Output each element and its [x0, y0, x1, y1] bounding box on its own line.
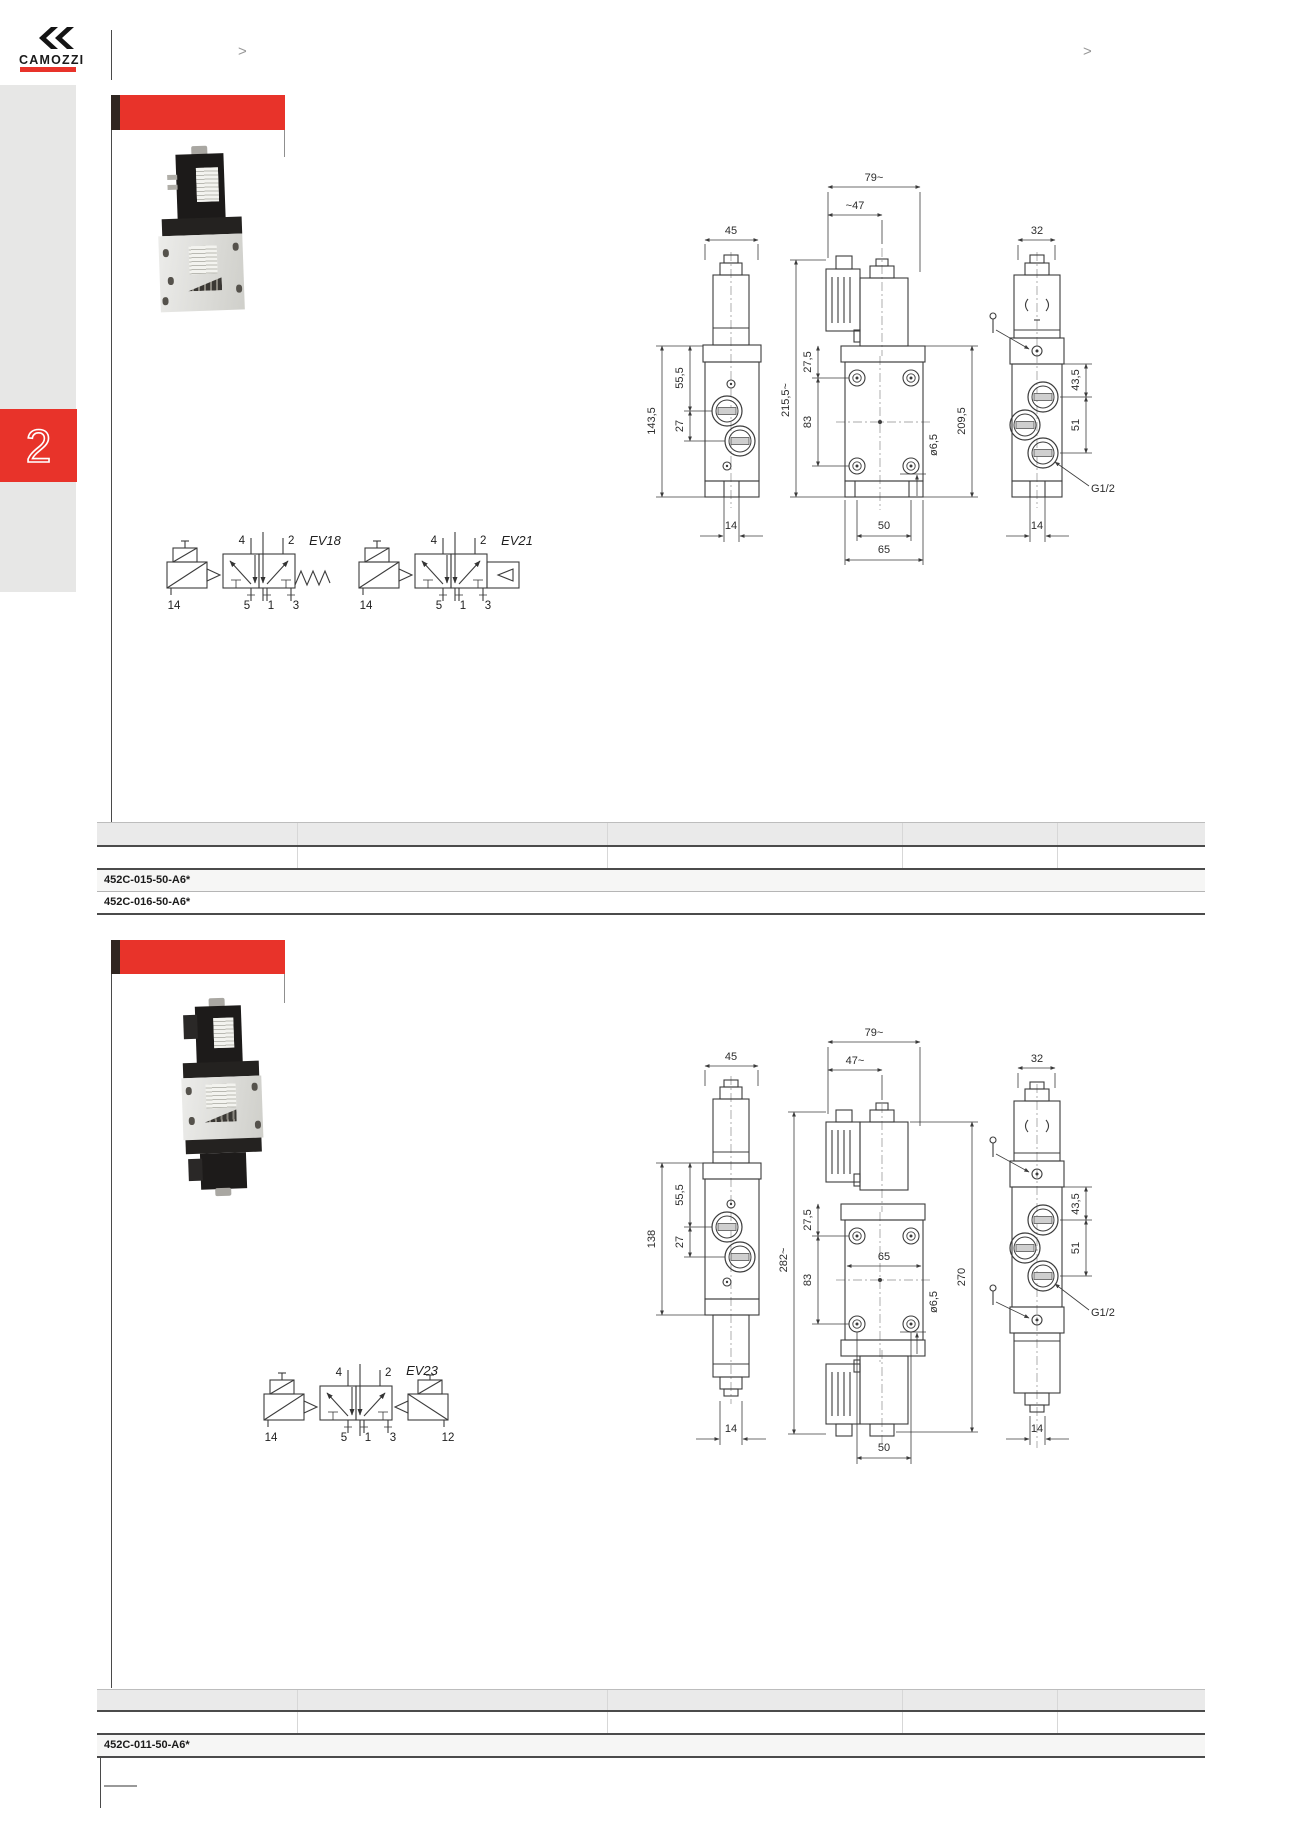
dim-b: 83 [802, 415, 814, 429]
section2-margin-rule [111, 940, 112, 1688]
port-label-3: 3 [389, 1432, 397, 1444]
port-label-5: 5 [243, 600, 251, 612]
port-label-2: 2 [288, 535, 295, 547]
dim-width-total: 79~ [864, 172, 884, 184]
dim-width: 32 [1030, 1053, 1044, 1065]
dim-bottom: 14 [1030, 1423, 1044, 1435]
dim-hole-dia: ø6,5 [928, 1290, 940, 1314]
symbol-label: EV18 [309, 533, 341, 548]
thread-label: G1/2 [1091, 1307, 1115, 1319]
dim-hole-dia: ø6,5 [928, 433, 940, 457]
dim-bottom: 14 [724, 520, 738, 532]
port-label-1: 1 [459, 600, 467, 612]
dim-bottom-a: 50 [877, 1442, 891, 1454]
sidebar-chapter-number: 2 [25, 419, 52, 472]
thread-label: G1/2 [1091, 483, 1115, 495]
dimension-drawing-bistable [560, 1020, 1140, 1480]
dim-width-total: 79~ [864, 1027, 884, 1039]
valve-body-5-2 [320, 1364, 392, 1436]
table-row[interactable] [97, 1735, 1205, 1758]
pneumatic-symbol-ev18 [155, 528, 365, 616]
sidebar-chapter-tab[interactable] [0, 409, 77, 482]
section1-margin-rule [111, 95, 112, 822]
pneumatic-symbol-ev23 [252, 1360, 482, 1452]
dim-height-body: 209,5 [956, 407, 968, 435]
section1-title-banner [111, 95, 285, 130]
side-view [990, 225, 1115, 542]
dim-a: 55,5 [674, 367, 686, 389]
dimension-drawing-monostable [560, 160, 1140, 580]
port-label-5: 5 [340, 1432, 348, 1444]
breadcrumb-chevron-right: > [1083, 43, 1092, 60]
port-label-2: 2 [385, 1367, 392, 1379]
valve-body-5-2 [223, 532, 295, 601]
solenoid-pilot-right [395, 1375, 448, 1427]
dim-b: 51 [1070, 1241, 1082, 1255]
dim-body-width: 65 [877, 1251, 891, 1263]
footer-rule [100, 1757, 101, 1808]
dim-width: 32 [1030, 225, 1044, 237]
table-row[interactable] [97, 892, 1205, 915]
table1-header-bar [97, 822, 1205, 847]
dim-height-body: 270 [956, 1267, 968, 1287]
port-label-1: 1 [364, 1432, 372, 1444]
valve-body-5-2 [415, 532, 487, 601]
dim-a: 43,5 [1070, 369, 1082, 391]
pneumatic-return-right [487, 562, 519, 588]
dim-a: 27,5 [802, 1209, 814, 1231]
dim-b: 27 [674, 1235, 686, 1249]
dim-b: 51 [1070, 418, 1082, 432]
camozzi-logo-text: CAMOZZI [19, 53, 85, 67]
port-label-5: 5 [435, 600, 443, 612]
dim-a: 27,5 [802, 351, 814, 373]
port-label-4: 4 [238, 535, 245, 547]
dim-bottom-a: 50 [877, 520, 891, 532]
table1-subheader-row [97, 847, 1205, 870]
port-label-3: 3 [484, 600, 492, 612]
port-label-4: 4 [430, 535, 437, 547]
symbol-label: EV23 [406, 1363, 438, 1378]
table2-header-bar [97, 1689, 1205, 1712]
dim-bottom: 14 [1030, 520, 1044, 532]
dim-b: 83 [802, 1273, 814, 1287]
table-row[interactable] [97, 870, 1205, 892]
sidebar-strip [0, 85, 76, 592]
dim-height-total: 143,5 [646, 407, 658, 435]
left-view [646, 225, 763, 542]
camozzi-logo [19, 26, 98, 74]
solenoid-pilot-left [359, 541, 412, 595]
port-label-12: 12 [441, 1432, 455, 1444]
left-view [646, 1051, 766, 1445]
symbol-label: EV21 [501, 533, 533, 548]
part-number: 452C-011-50-A6* [104, 1739, 190, 1751]
port-label-1: 1 [267, 600, 275, 612]
camozzi-logo-bar [20, 67, 76, 72]
camozzi-logo-icon [34, 26, 74, 52]
ordering-table-2 [97, 1689, 1205, 1758]
dim-width: 45 [724, 225, 738, 237]
dim-width-connector: 47~ [845, 1055, 865, 1067]
dim-bottom-b: 65 [877, 544, 891, 556]
dim-b: 27 [674, 419, 686, 433]
breadcrumb-chevron-left: > [238, 43, 247, 60]
ordering-table-1 [97, 822, 1205, 915]
dim-a: 55,5 [674, 1184, 686, 1206]
port-label-14: 14 [264, 1432, 278, 1444]
dim-width-connector: ~47 [845, 200, 865, 212]
product-photo-double-solenoid [159, 996, 281, 1200]
dim-width: 45 [724, 1051, 738, 1063]
dim-height-total: 282~ [778, 1247, 790, 1273]
port-label-2: 2 [480, 535, 487, 547]
footer-tick [104, 1785, 137, 1787]
pneumatic-symbol-ev21 [347, 528, 557, 616]
spring-return [295, 571, 330, 585]
solenoid-pilot-left [167, 541, 220, 595]
dim-a: 43,5 [1070, 1193, 1082, 1215]
header-divider-rule [111, 30, 112, 80]
port-label-14: 14 [359, 600, 373, 612]
port-label-3: 3 [292, 600, 300, 612]
port-label-14: 14 [167, 600, 181, 612]
dim-bottom: 14 [724, 1423, 738, 1435]
side-view [990, 1053, 1115, 1448]
port-label-4: 4 [335, 1367, 342, 1379]
table2-subheader-row [97, 1712, 1205, 1735]
dim-height-total: 138 [646, 1229, 658, 1249]
part-number: 452C-016-50-A6* [104, 896, 191, 908]
part-number: 452C-015-50-A6* [104, 874, 191, 886]
solenoid-pilot-left [264, 1373, 317, 1427]
product-photo-single-solenoid [135, 144, 261, 313]
front-view [778, 1027, 978, 1464]
front-view [780, 172, 978, 565]
section2-title-banner [111, 940, 285, 974]
dim-height-total: 215,5~ [780, 383, 792, 417]
